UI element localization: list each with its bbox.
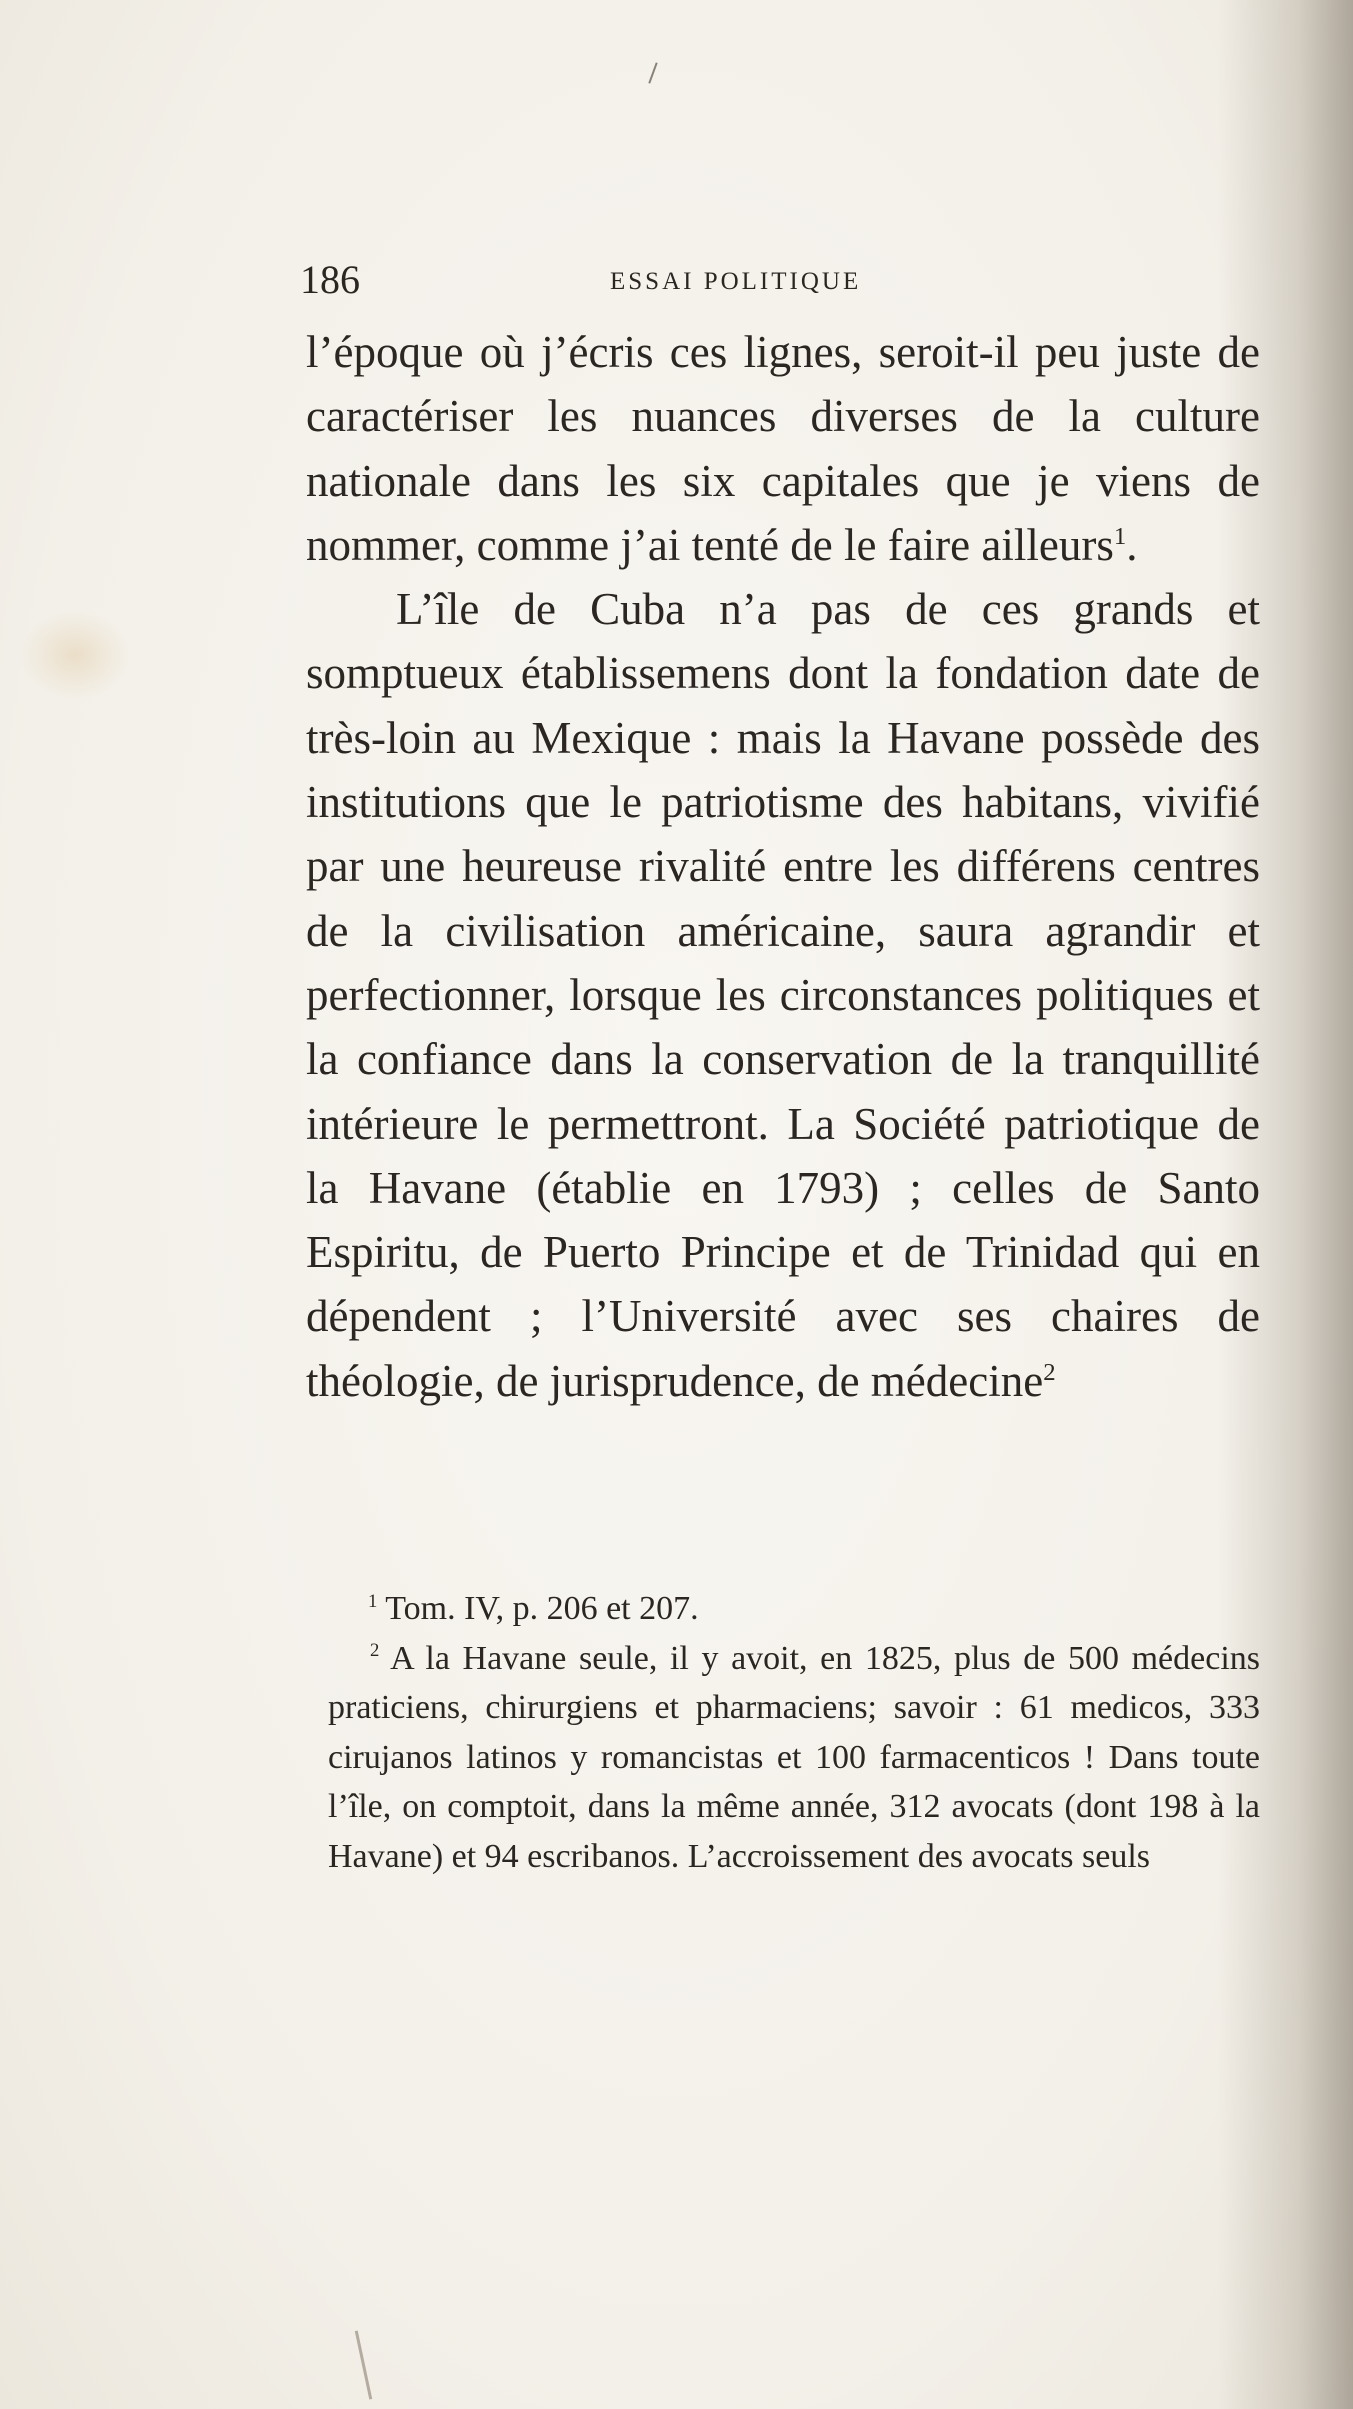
body-text bbox=[306, 320, 1260, 1413]
ink-mark bbox=[648, 62, 657, 83]
pencil-mark bbox=[355, 2330, 372, 2399]
paragraph-2 bbox=[306, 577, 1260, 1413]
paragraph-1-text: l’époque où j’écris ces lignes, seroit-il peu juste de caractériser les nuances diverses de la culture nationale dans les six capitales que je viens de nommer, comme j’ai tenté de le faire ailleurs bbox=[306, 327, 1260, 570]
footnote-2 bbox=[328, 1634, 1260, 1882]
page-header bbox=[300, 252, 1260, 312]
footnote-ref-1: 1 bbox=[1113, 522, 1127, 550]
footnote-ref-2: 2 bbox=[1043, 1358, 1056, 1386]
footnote-1 bbox=[328, 1584, 1260, 1634]
footnote-2-mark: 2 bbox=[370, 1640, 380, 1662]
paper-stain bbox=[20, 610, 130, 700]
paragraph-2-text: L’île de Cuba n’a pas de ces grands et somptueux établissemens dont la fondation date de très-loin au Mexique : mais la Havane possède des institutions que le patriotisme des habitans, vivifié par une heureuse rivalité entre les différens centres de la civilisation américaine, saura agrandir et perfectionner, lorsque les circonstances politiques et la confiance dans la conservation de la tranquillité intérieure le permettront. La Société patriotique de la Havane (établie en 1793) ; celles de Santo Espiritu, de Puerto Principe et de Trinidad qui en dépendent ; l’Université avec ses chaires de théologie, de jurisprudence, de médecine bbox=[306, 584, 1260, 1406]
page-number: 186 bbox=[300, 257, 360, 302]
footnote-1-mark: 1 bbox=[368, 1590, 378, 1612]
footnote-1-text: Tom. IV, p. 206 et 207. bbox=[385, 1590, 699, 1627]
paragraph-1 bbox=[306, 320, 1260, 577]
paragraph-1-end: . bbox=[1126, 519, 1138, 570]
running-head: ESSAI POLITIQUE bbox=[610, 268, 862, 295]
footnotes bbox=[328, 1584, 1260, 1881]
footnote-2-text: A la Havane seule, il y avoit, en 1825, plus de 500 médecins praticiens, chirurgiens et pharmaciens; savoir : 61 medicos, 333 cirujanos latinos y romancistas et 100 farmacenticos ! Dans toute l’île, on comptoit, dans la même année, 312 avocats (dont 198 à la Havane) et 94 escribanos. L’accroissement des avocats seuls bbox=[328, 1639, 1260, 1875]
